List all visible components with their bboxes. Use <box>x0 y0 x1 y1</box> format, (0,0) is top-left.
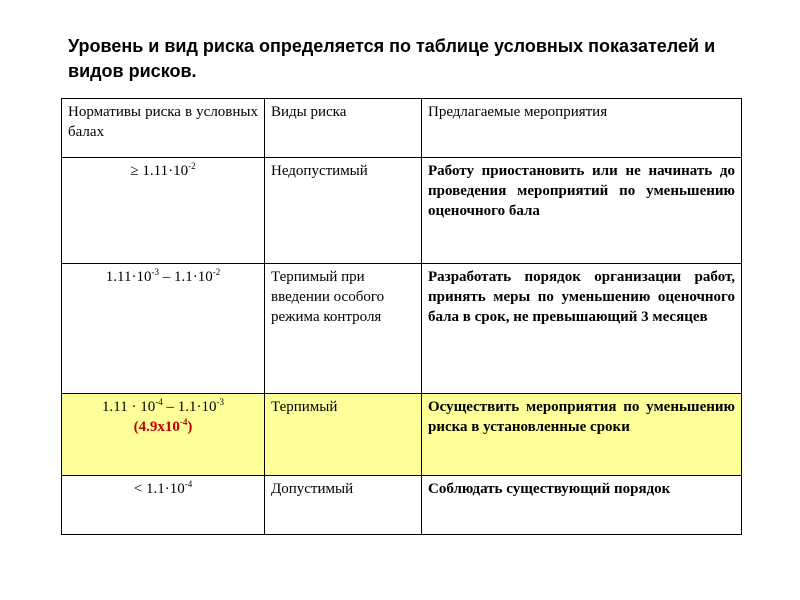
type-cell: Терпимый при введении особого режима контроля <box>265 264 422 394</box>
measure-cell: Работу приостановить или не начинать до проведения мероприятий по уменьшению оценочного бала <box>422 158 742 264</box>
table-row <box>62 264 742 394</box>
table-row <box>62 476 742 535</box>
norm-cell: $1.11 \cdot 10^{-4} - 1.1\cdot 10^{-3}$ $(4.9x10^{-4})$ <box>62 394 265 476</box>
header-norms: Нормативы риска в условных балах <box>62 99 265 158</box>
measure-cell: Осуществить мероприятия по уменьшению риска в установленные сроки <box>422 394 742 476</box>
type-cell: Недопустимый <box>265 158 422 264</box>
header-measures: Предлагаемые мероприятия <box>422 99 742 158</box>
type-cell: Допустимый <box>265 476 422 535</box>
norm-cell: ≥ $1.11\cdot 10^{-2}$ <box>62 158 265 264</box>
norm-note: $(4.9x10^{-4})$ <box>133 417 193 435</box>
table-row-highlighted <box>62 394 742 476</box>
page-heading: Уровень и вид риска определяется по таблице условных показателей и видов рисков. <box>68 36 716 81</box>
header-types: Виды риска <box>265 99 422 158</box>
norm-cell: $1.11\cdot 10^{-3} - 1.1\cdot 10^{-2}$ <box>62 264 265 394</box>
table-header-row <box>62 99 742 158</box>
norm-cell: < $1.1\cdot 10^{-4}$ <box>62 476 265 535</box>
type-cell: Терпимый <box>265 394 422 476</box>
risk-table <box>61 98 742 535</box>
measure-cell: Соблюдать существующий порядок <box>422 476 742 535</box>
measure-cell: Разработать порядок организации работ, принять меры по уменьшению оценочного бала в срок, не превышающий 3 месяцев <box>422 264 742 394</box>
table-row <box>62 158 742 264</box>
